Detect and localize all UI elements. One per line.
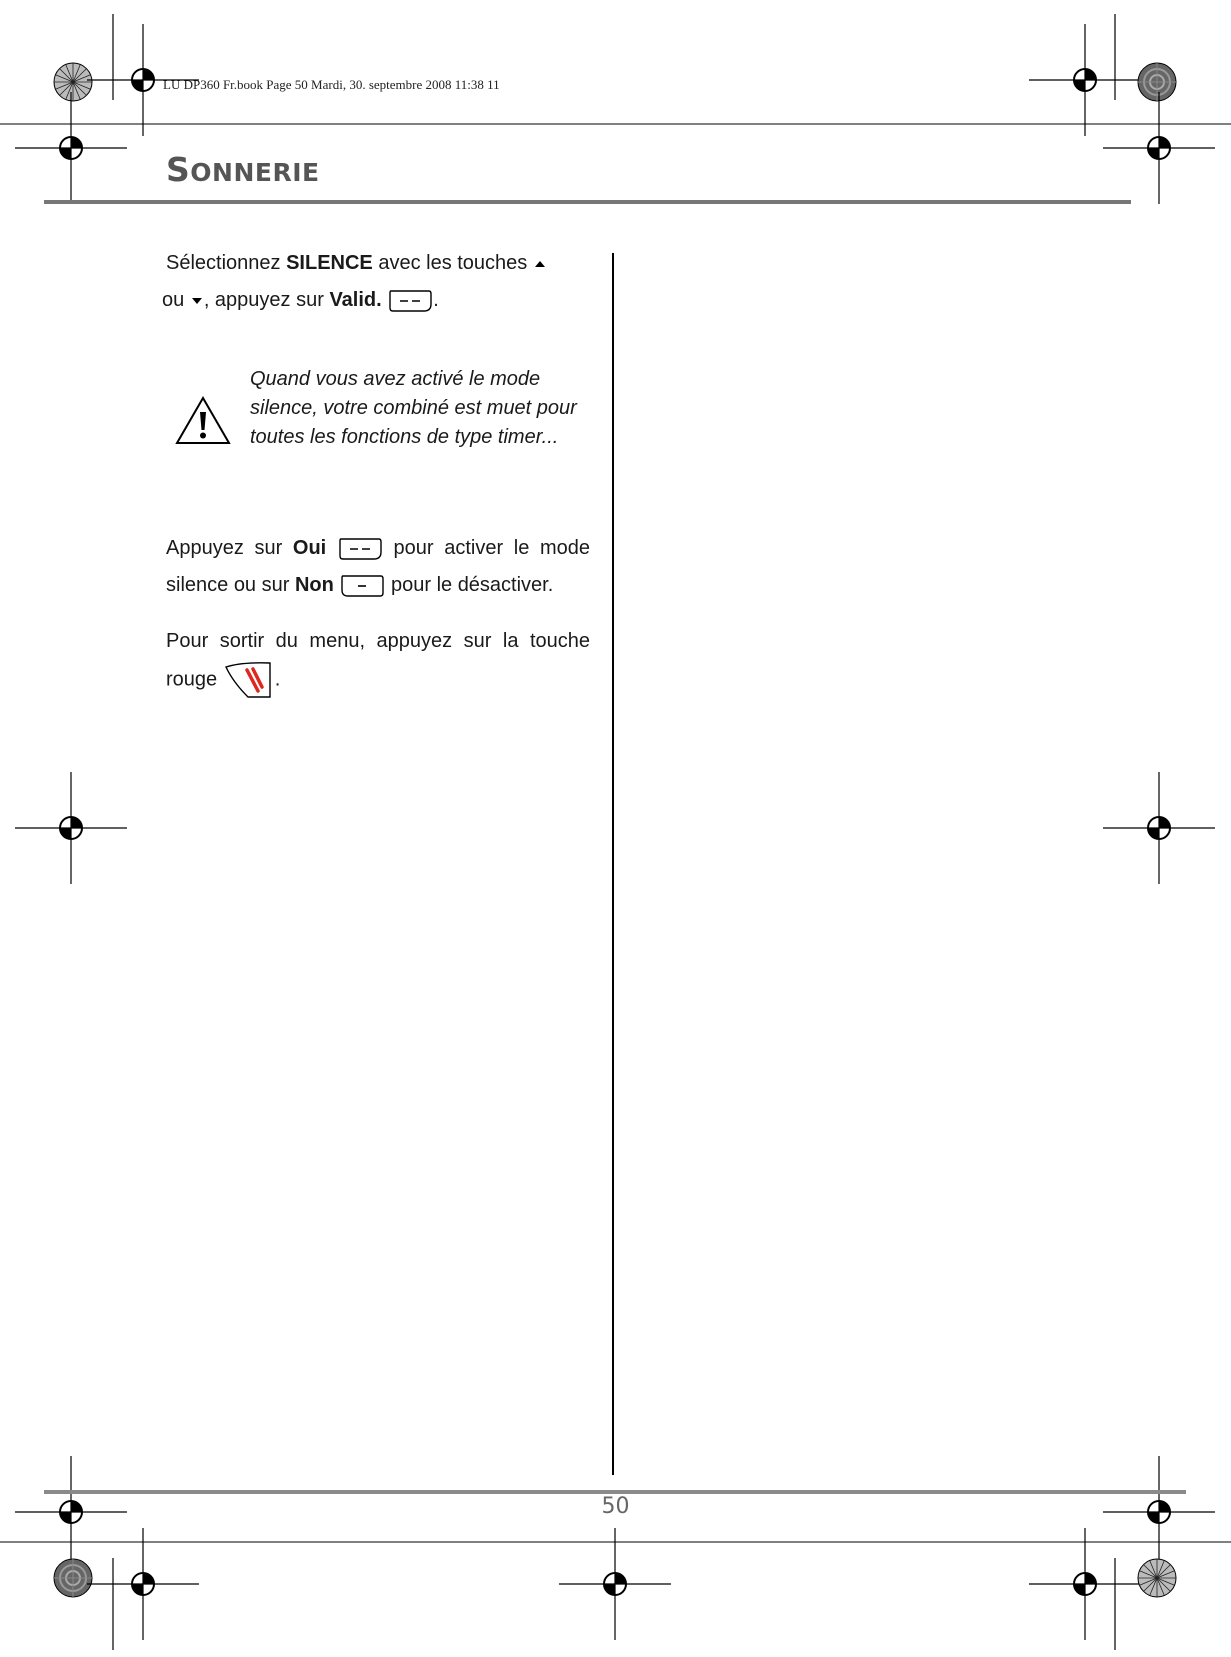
registration-mark-bottom-left-inner	[87, 1528, 199, 1640]
registration-mark-right-upper	[1103, 92, 1215, 204]
warning-note: Quand vous avez activé le mode silence, votre combiné est muet pour toutes les fonctions de type timer...	[250, 368, 577, 448]
soft-key-double-dash-icon	[387, 288, 433, 314]
registration-mark-right-middle	[1103, 772, 1215, 884]
color-bar-bottom-right	[1138, 1559, 1176, 1597]
paragraph-activate: Appuyez sur Oui pour activer le mode silence ou sur Non pour le désactiver.	[166, 530, 590, 604]
page-title-initial: S	[166, 150, 191, 189]
keyword-oui: Oui	[292, 537, 327, 559]
registration-mark-bottom-center	[559, 1528, 671, 1640]
registration-mark-left-middle	[15, 772, 127, 884]
registration-mark-bottom-right-inner	[1029, 1528, 1141, 1640]
soft-key-single-dash-icon	[339, 573, 385, 599]
page-number: 50	[601, 1494, 630, 1519]
paragraph-select-silence: Sélectionnez SILENCE avec les touches ou , appuyez sur Valid. .	[166, 245, 590, 319]
book-slug-line: LU DP360 Fr.book Page 50 Mardi, 30. septembre 2008 11:38 11	[163, 77, 500, 92]
title-rule	[44, 200, 1131, 204]
registration-mark-top-right-inner	[1029, 24, 1141, 136]
paragraph-exit-menu: Pour sortir du menu, appuyez sur la touche rouge .	[166, 623, 590, 700]
registration-mark-left-upper	[15, 92, 127, 204]
red-hangup-key-icon	[223, 660, 275, 700]
column-divider	[612, 253, 614, 1475]
triangle-up-icon	[533, 258, 547, 270]
keyword-valid: Valid.	[329, 289, 382, 311]
triangle-down-icon	[190, 295, 204, 307]
color-bar-bottom-left	[54, 1559, 92, 1597]
soft-key-double-dash-icon	[337, 536, 383, 562]
warning-triangle-icon	[174, 395, 232, 447]
color-bar-top-left	[54, 63, 92, 101]
page-title-rest: ONNERIE	[190, 158, 320, 187]
keyword-non: Non	[294, 574, 334, 596]
color-bar-top-right	[1138, 63, 1176, 101]
keyword-silence: SILENCE	[286, 252, 373, 274]
page-title	[166, 150, 320, 189]
